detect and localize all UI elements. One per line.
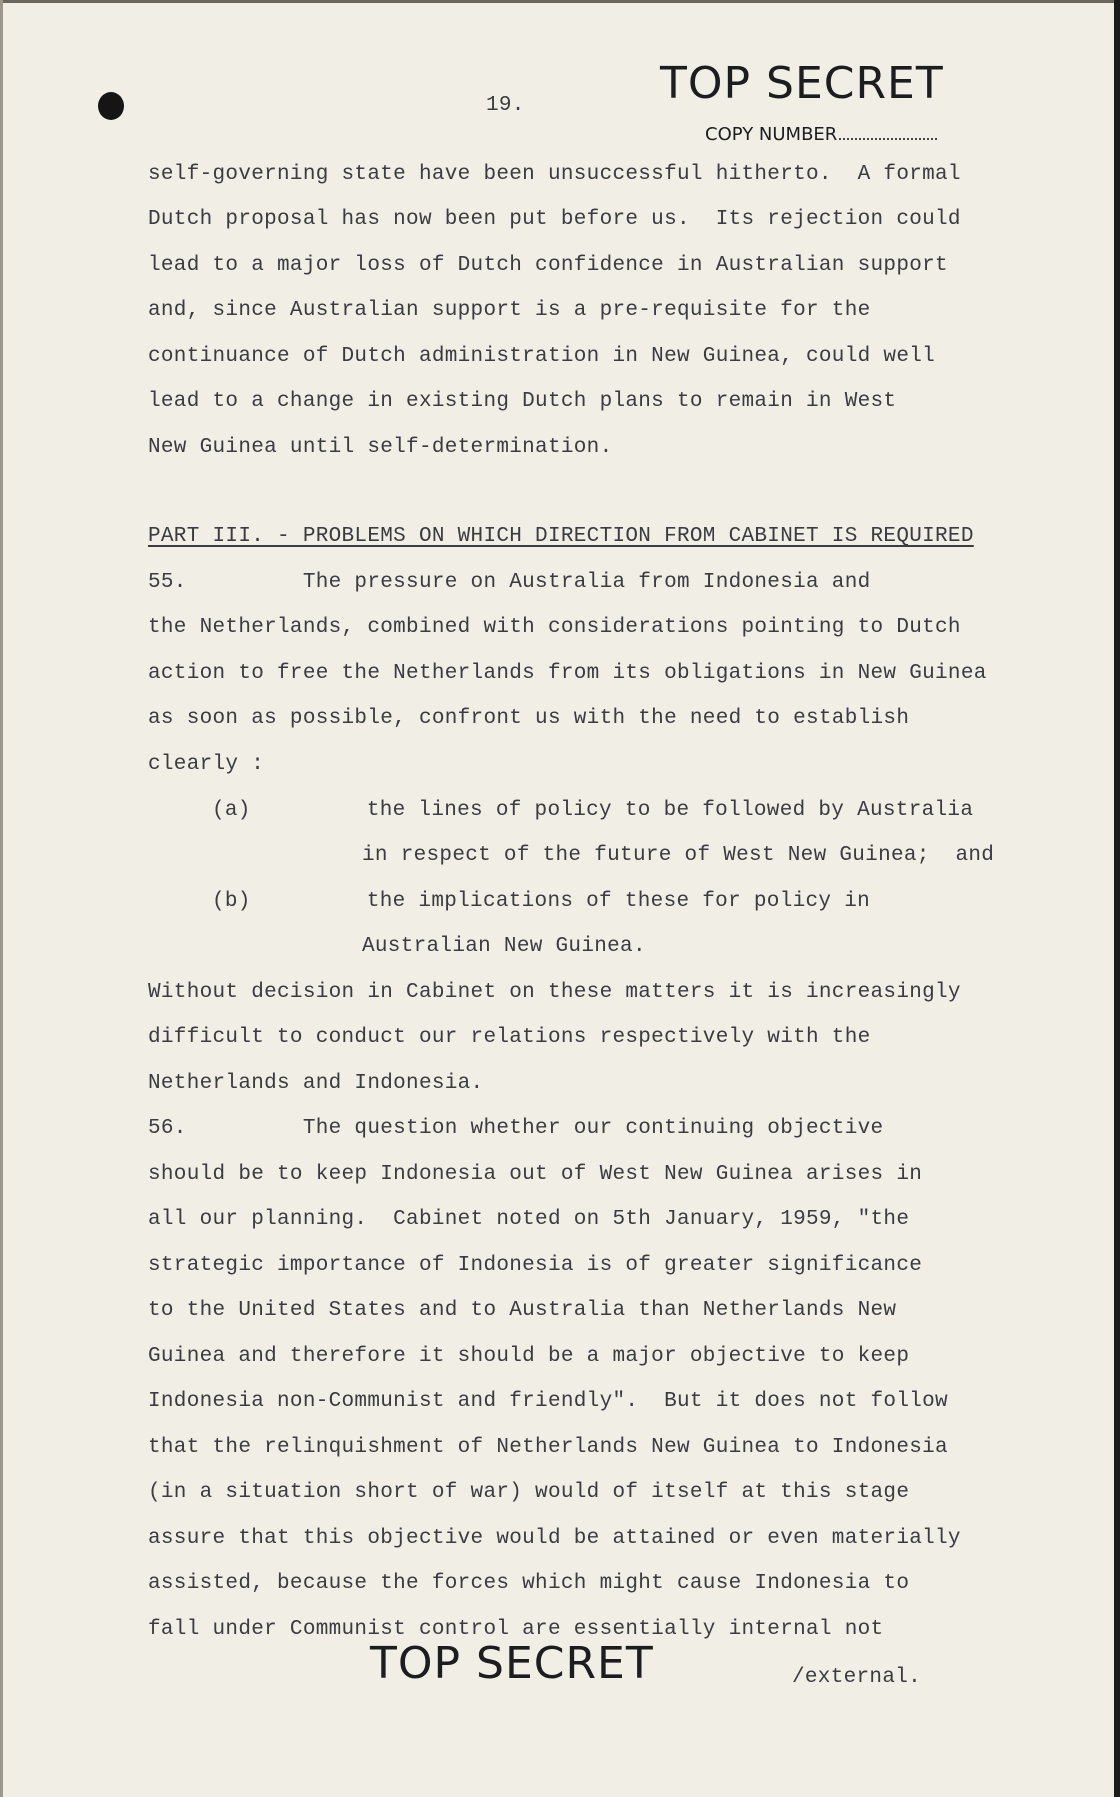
- scan-edge-left: [0, 0, 3, 1797]
- text-line: Netherlands and Indonesia.: [148, 1072, 484, 1095]
- text-line: assure that this objective would be attained or even materially: [148, 1527, 961, 1550]
- list-item-a-continued: in respect of the future of West New Guinea; and: [362, 844, 995, 867]
- list-item-a: (a) the lines of policy to be followed by Australia: [212, 799, 974, 822]
- text-line: New Guinea until self-determination.: [148, 436, 613, 459]
- text-line: to the United States and to Australia than Netherlands New: [148, 1299, 897, 1322]
- text-line: lead to a change in existing Dutch plans to remain in West: [148, 390, 897, 413]
- text-line: Without decision in Cabinet on these matters it is increasingly: [148, 981, 961, 1004]
- text-line: Guinea and therefore it should be a major objective to keep: [148, 1345, 910, 1368]
- copy-number-field: [705, 124, 937, 145]
- text-line: and, since Australian support is a pre-requisite for the: [148, 299, 871, 322]
- text-line: as soon as possible, confront us with the need to establish: [148, 707, 910, 730]
- text-line: difficult to conduct our relations respectively with the: [148, 1026, 871, 1049]
- text-line: should be to keep Indonesia out of West New Guinea arises in: [148, 1163, 923, 1186]
- text-line: clearly :: [148, 753, 265, 776]
- classification-stamp-top: TOP SECRET: [660, 58, 944, 109]
- list-item-b: (b) the implications of these for policy in: [212, 890, 871, 913]
- text-line: lead to a major loss of Dutch confidence in Australian support: [148, 254, 948, 277]
- list-item-b-continued: Australian New Guinea.: [362, 935, 646, 958]
- text-line: self-governing state have been unsuccessful hitherto. A formal: [148, 163, 961, 186]
- text-line: Indonesia non-Communist and friendly". But it does not follow: [148, 1390, 948, 1413]
- text-line: Dutch proposal has now been put before us. Its rejection could: [148, 208, 961, 231]
- punch-hole: [98, 92, 124, 120]
- text-line: action to free the Netherlands from its obligations in New Guinea: [148, 662, 987, 685]
- text-line: that the relinquishment of Netherlands New Guinea to Indonesia: [148, 1436, 948, 1459]
- classification-stamp-bottom: TOP SECRET: [370, 1638, 654, 1689]
- text-line: all our planning. Cabinet noted on 5th January, 1959, "the: [148, 1208, 910, 1231]
- section-heading: PART III. - PROBLEMS ON WHICH DIRECTION FROM CABINET IS REQUIRED: [148, 525, 974, 548]
- text-line: strategic importance of Indonesia is of greater significance: [148, 1254, 923, 1277]
- copy-number-blank: [839, 124, 937, 140]
- text-line: the Netherlands, combined with considerations pointing to Dutch: [148, 616, 961, 639]
- continuation-catchword: /external.: [792, 1666, 922, 1689]
- scan-edge-top: [0, 0, 1120, 3]
- text-line: (in a situation short of war) would of itself at this stage: [148, 1481, 910, 1504]
- text-line: fall under Communist control are essentially internal not: [148, 1618, 884, 1641]
- copy-number-label: COPY NUMBER: [705, 124, 838, 145]
- text-line: continuance of Dutch administration in New Guinea, could well: [148, 345, 936, 368]
- paragraph-55-start: 55. The pressure on Australia from Indonesia and: [148, 571, 871, 594]
- paragraph-56-start: 56. The question whether our continuing objective: [148, 1117, 884, 1140]
- text-line: assisted, because the forces which might cause Indonesia to: [148, 1572, 910, 1595]
- scan-edge-right: [1114, 0, 1120, 1797]
- page-number: 19.: [486, 94, 525, 117]
